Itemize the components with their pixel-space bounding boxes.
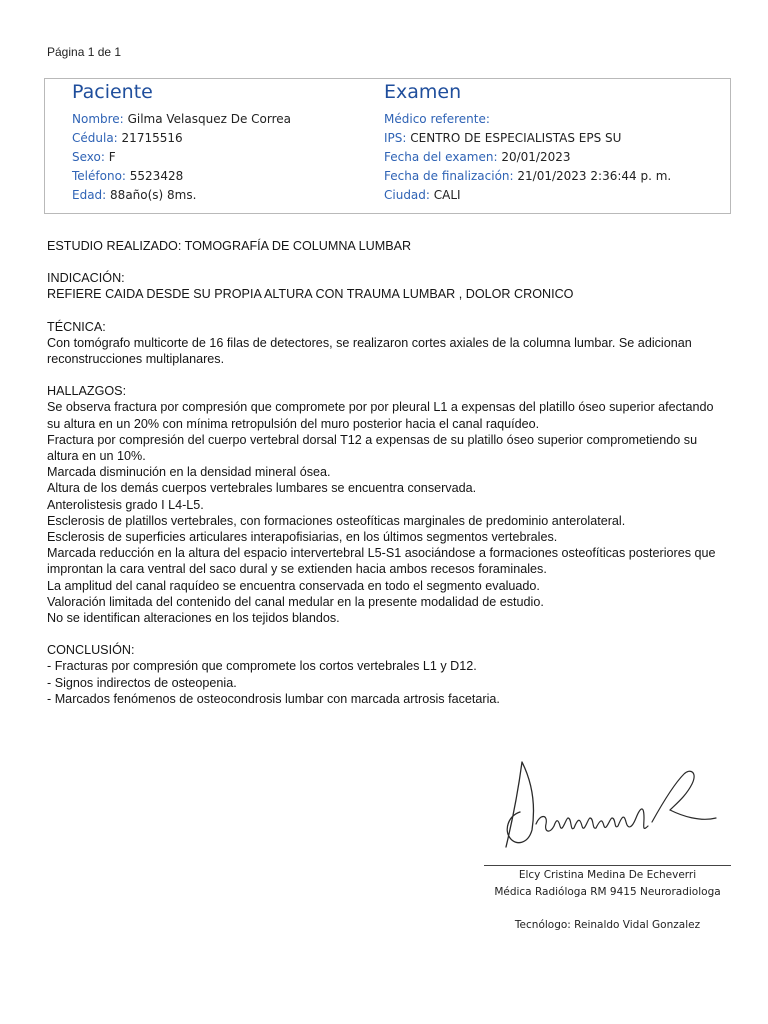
- study-title: ESTUDIO REALIZADO: TOMOGRAFÍA DE COLUMNA LUMBAR: [47, 239, 412, 253]
- page-number: Página 1 de 1: [47, 45, 122, 59]
- exam-ips-label: IPS:: [384, 131, 407, 145]
- patient-sex-label: Sexo:: [72, 150, 105, 164]
- finding-line: Fractura por compresión del cuerpo vertebral dorsal T12 a expensas de su platillo óseo superior comprometiendo su altura en un 10%.: [47, 432, 698, 464]
- study-section: [47, 238, 727, 254]
- exam-ips-row: [384, 131, 621, 145]
- finding-line: Marcada disminución en la densidad mineral ósea.: [47, 465, 331, 480]
- finding-line: Altura de los demás cuerpos vertebrales lumbares se encuentra conservada.: [47, 481, 477, 496]
- finding-line: Se observa fractura por compresión que compromete por por pleural L1 a expensas del platillo óseo superior afectando su altura en un 20% con mínima retropulsión del muro posterior hacia el canal raquídeo.: [47, 400, 714, 431]
- patient-name-row: [72, 112, 291, 126]
- finding-line: Esclerosis de platillos vertebrales, con formaciones osteofíticas marginales de predominio anterolateral.: [47, 513, 626, 528]
- patient-exam-box: [44, 78, 731, 214]
- patient-heading: Paciente: [72, 81, 153, 103]
- patient-id-row: [72, 131, 183, 145]
- findings-heading: HALLAZGOS:: [47, 384, 127, 399]
- handwritten-signature: [492, 752, 722, 862]
- conclusion-line: - Fracturas por compresión que compromete los cortos vertebrales L1 y D12.: [47, 659, 477, 674]
- patient-name-label: Nombre:: [72, 112, 124, 126]
- patient-id-value: 21715516: [121, 131, 183, 145]
- indication-heading: INDICACIÓN:: [47, 271, 125, 286]
- doctor-title: Médica Radióloga RM 9415 Neuroradiologa: [494, 886, 721, 898]
- exam-city-label: Ciudad:: [384, 188, 430, 202]
- signature-line: [484, 865, 731, 866]
- technique-section: [47, 319, 727, 368]
- exam-city-row: [384, 188, 461, 202]
- conclusion-heading: CONCLUSIÓN:: [47, 643, 135, 658]
- patient-phone-row: [72, 169, 183, 183]
- patient-age-label: Edad:: [72, 188, 107, 202]
- exam-finish-value: 21/01/2023 2:36:44 p. m.: [517, 169, 672, 183]
- exam-date-row: [384, 150, 571, 164]
- exam-referrer-label: Médico referente:: [384, 112, 490, 126]
- exam-city-value: CALI: [433, 188, 461, 202]
- conclusion-line: - Marcados fenómenos de osteocondrosis lumbar con marcada artrosis facetaria.: [47, 691, 500, 706]
- conclusion-line: - Signos indirectos de osteopenia.: [47, 675, 237, 690]
- exam-finish-row: [384, 169, 671, 183]
- report-body: [47, 238, 727, 723]
- finding-line: La amplitud del canal raquídeo se encuentra conservada en todo el segmento evaluado.: [47, 578, 540, 593]
- patient-age-value: 88año(s) 8ms.: [110, 188, 197, 202]
- patient-sex-value: F: [108, 150, 116, 164]
- finding-line: No se identifican alteraciones en los tejidos blandos.: [47, 611, 340, 626]
- technique-heading: TÉCNICA:: [47, 319, 106, 334]
- exam-heading: Examen: [384, 81, 462, 103]
- technologist: Tecnólogo: Reinaldo Vidal Gonzalez: [514, 919, 701, 931]
- patient-phone-label: Teléfono:: [72, 169, 126, 183]
- finding-line: Anterolistesis grado I L4-L5.: [47, 497, 204, 512]
- indication-text: REFIERE CAIDA DESDE SU PROPIA ALTURA CON TRAUMA LUMBAR , DOLOR CRONICO: [47, 287, 574, 302]
- finding-line: Marcada reducción en la altura del espacio intervertebral L5-S1 asociándose a formaciones osteofíticas posteriores que improntan la cara ventral del saco dural y se extienden hacia ambos recesos foraminales.: [47, 546, 716, 577]
- exam-date-label: Fecha del examen:: [384, 150, 498, 164]
- patient-id-label: Cédula:: [72, 131, 118, 145]
- technique-text: Con tomógrafo multicorte de 16 filas de detectores, se realizaron cortes axiales de la columna lumbar. Se adicionan reconstrucciones multiplanares.: [47, 335, 692, 367]
- patient-sex-row: [72, 150, 116, 164]
- finding-line: Esclerosis de superficies articulares interapofisiarias, en los últimos segmentos vertebrales.: [47, 530, 558, 545]
- indication-section: [47, 270, 727, 302]
- findings-section: [47, 383, 727, 626]
- exam-date-value: 20/01/2023: [501, 150, 571, 164]
- exam-ips-value: CENTRO DE ESPECIALISTAS EPS SU: [410, 131, 622, 145]
- finding-line: Valoración limitada del contenido del canal medular en la presente modalidad de estudio.: [47, 594, 544, 609]
- exam-referrer-row: [384, 112, 490, 126]
- patient-age-row: [72, 188, 196, 202]
- patient-name-value: Gilma Velasquez De Correa: [127, 112, 291, 126]
- conclusion-section: [47, 642, 727, 707]
- doctor-name: Elcy Cristina Medina De Echeverri: [518, 869, 697, 881]
- patient-phone-value: 5523428: [129, 169, 184, 183]
- exam-finish-label: Fecha de finalización:: [384, 169, 514, 183]
